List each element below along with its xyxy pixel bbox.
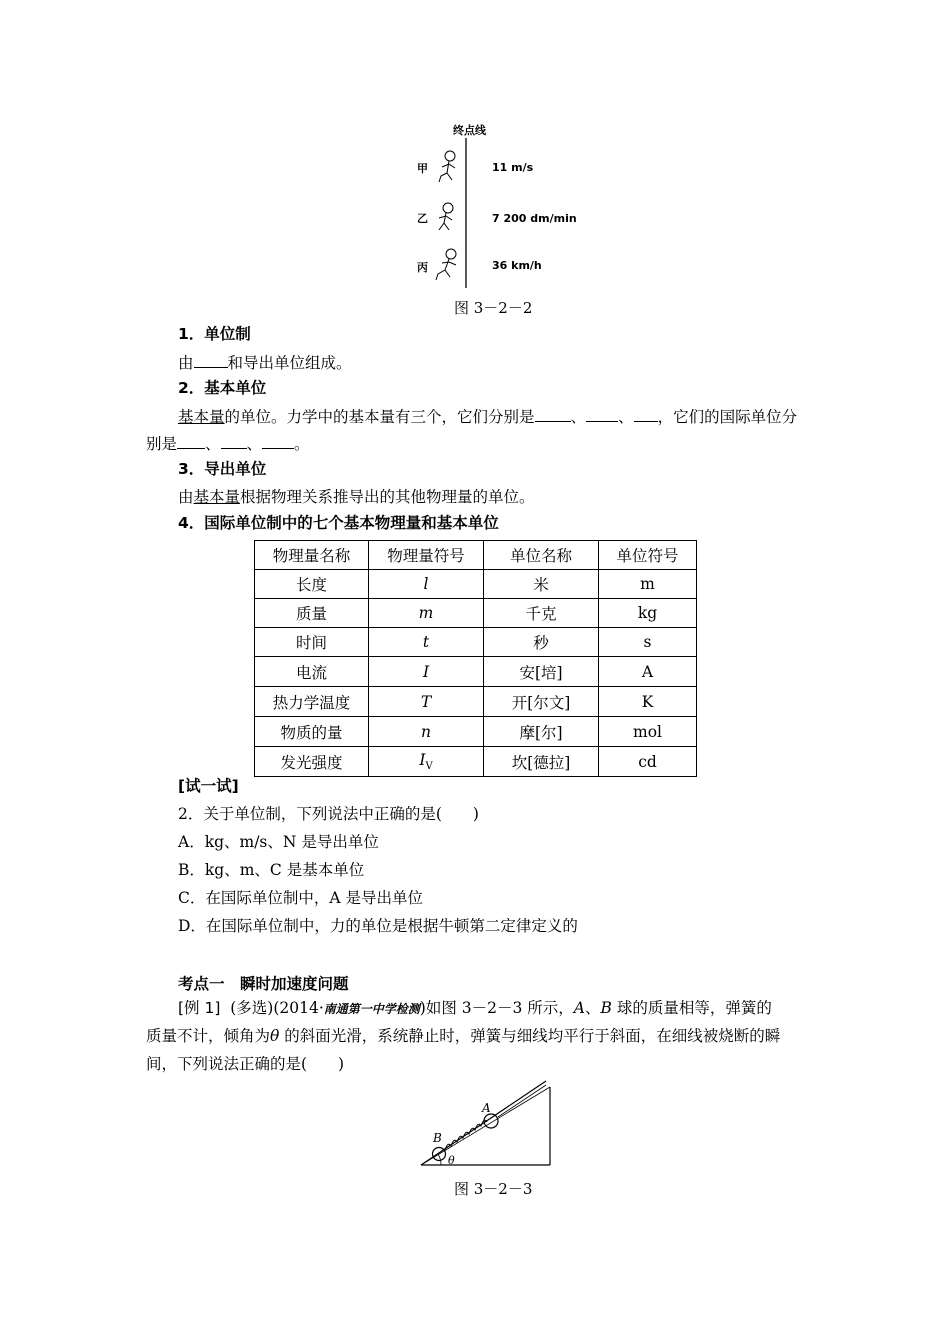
figure-3-2-2	[405, 118, 605, 293]
runner-yi-figure	[439, 203, 453, 230]
si-units-table	[254, 540, 697, 777]
table-cell: 摩[尔]	[484, 717, 599, 747]
section-1-heading: 1．单位制	[178, 325, 251, 343]
theta-arc	[438, 1154, 441, 1165]
table-cell: t	[369, 628, 484, 657]
option-c[interactable]: C．在国际单位制中，A 是导出单位	[178, 889, 423, 907]
table-row	[255, 628, 697, 657]
table-cell: kg	[599, 599, 697, 628]
table-header-row	[255, 541, 697, 570]
table-cell: 秒	[484, 628, 599, 657]
label-theta: θ	[448, 1154, 455, 1167]
table-cell: l	[369, 570, 484, 599]
section-2-line-1: 基本量的单位。力学中的基本量有三个，它们分别是 、 、 ，它们的国际单位分	[178, 408, 798, 426]
figure-caption-3-2-3: 图 3－2－3	[454, 1180, 533, 1198]
section-2-line-2: 别是 、 、 。	[146, 435, 310, 453]
runner-bing-speed: 36 km/h	[492, 259, 542, 272]
label-a: A	[482, 1101, 491, 1115]
example-line-1: [例 1] (多选)(2014·南通第一中学检测)如图 3－2－3 所示，A、B 球的质量相等，弹簧的	[178, 999, 772, 1017]
fill-blank[interactable]	[177, 433, 205, 449]
section-4-heading: 4．国际单位制中的七个基本物理量和基本单位	[178, 514, 499, 532]
table-cell: K	[599, 687, 697, 717]
fill-blank[interactable]	[586, 406, 618, 422]
section-3-heading: 3．导出单位	[178, 460, 267, 478]
fill-blank[interactable]	[634, 406, 658, 422]
table-header-cell: 物理量名称	[255, 541, 369, 570]
table-header-cell: 单位符号	[599, 541, 697, 570]
table-row	[255, 657, 697, 687]
thread	[498, 1085, 546, 1117]
trial-label: [试一试]	[178, 777, 239, 795]
table-cell: m	[599, 570, 697, 599]
table-cell: A	[599, 657, 697, 687]
trial-question: 2．关于单位制，下列说法中正确的是( )	[178, 805, 479, 823]
table-cell: 开[尔文]	[484, 687, 599, 717]
section-3-text: 由基本量根据物理关系推导出的其他物理量的单位。	[178, 488, 535, 506]
section-1-text: 由 和导出单位组成。	[178, 354, 352, 372]
table-header-cell: 单位名称	[484, 541, 599, 570]
runner-yi-speed: 7 200 dm/min	[492, 212, 577, 225]
fill-blank[interactable]	[221, 433, 247, 449]
option-b[interactable]: B．kg、m、C 是基本单位	[178, 861, 365, 879]
runner-bing-figure	[436, 249, 456, 280]
runner-jia-figure	[439, 151, 455, 182]
table-row	[255, 717, 697, 747]
table-cell: 电流	[255, 657, 369, 687]
option-a[interactable]: A．kg、m/s、N 是导出单位	[178, 833, 379, 851]
table-cell: mol	[599, 717, 697, 747]
table-cell: n	[369, 717, 484, 747]
kaodian-heading: 考点一 瞬时加速度问题	[178, 975, 349, 993]
example-line-3: 间，下列说法正确的是( )	[146, 1055, 345, 1073]
fill-blank[interactable]	[194, 352, 228, 368]
table-cell: 发光强度	[255, 747, 369, 777]
table-row	[255, 687, 697, 717]
runner-jia-speed: 11 m/s	[492, 161, 534, 174]
fill-blank[interactable]	[535, 406, 571, 422]
runner-yi-label: 乙	[417, 212, 428, 225]
example-line-2: 质量不计，倾角为θ 的斜面光滑，系统静止时，弹簧与细线均平行于斜面，在细线被烧断的瞬	[146, 1027, 781, 1045]
figure-3-2-3	[415, 1075, 560, 1175]
table-cell: 坎[德拉]	[484, 747, 599, 777]
runner-bing-label: 丙	[417, 261, 428, 274]
label-b: B	[433, 1131, 442, 1145]
table-cell: s	[599, 628, 697, 657]
table-cell: 米	[484, 570, 599, 599]
table-cell: 热力学温度	[255, 687, 369, 717]
option-d[interactable]: D．在国际单位制中，力的单位是根据牛顿第二定律定义的	[178, 917, 578, 935]
fill-blank[interactable]	[262, 433, 294, 449]
table-cell: T	[369, 687, 484, 717]
table-cell: 长度	[255, 570, 369, 599]
table-cell: 安[培]	[484, 657, 599, 687]
table-cell: 物质的量	[255, 717, 369, 747]
table-cell: I	[369, 657, 484, 687]
table-row	[255, 570, 697, 599]
table-cell: 千克	[484, 599, 599, 628]
incline-surface	[421, 1081, 546, 1165]
table-cell: 质量	[255, 599, 369, 628]
table-cell: cd	[599, 747, 697, 777]
table-header-cell: 物理量符号	[369, 541, 484, 570]
table-cell: 时间	[255, 628, 369, 657]
table-cell: m	[369, 599, 484, 628]
section-2-heading: 2．基本单位	[178, 379, 267, 397]
table-row	[255, 599, 697, 628]
table-row	[255, 747, 697, 777]
figure-caption-3-2-2: 图 3－2－2	[454, 299, 533, 317]
table-cell: $I_V$	[369, 747, 484, 777]
finish-line-label: 终点线	[453, 124, 486, 137]
runner-jia-label: 甲	[417, 162, 428, 175]
